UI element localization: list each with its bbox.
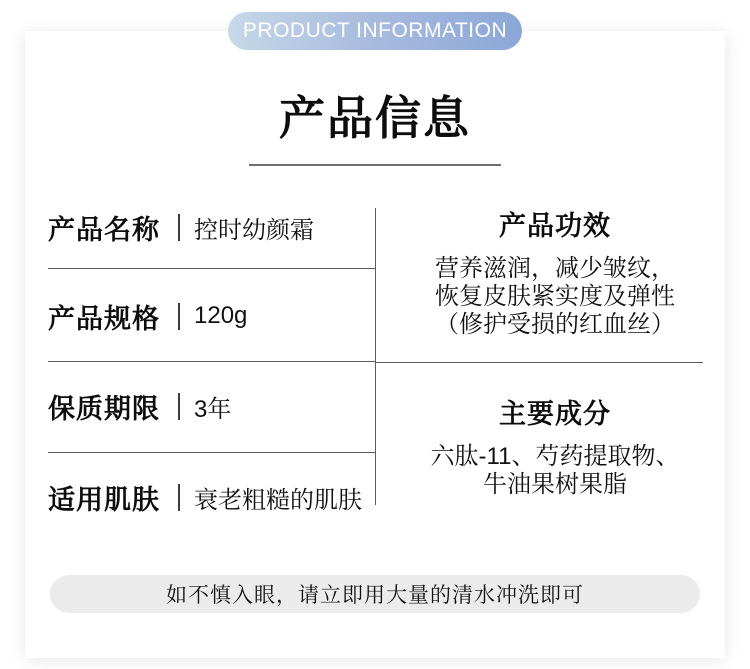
pipe-divider	[178, 303, 180, 330]
efficacy-line: 营养滋润，减少皱纹，	[435, 255, 675, 282]
ingredients-line: 六肽-11、芍药提取物、	[430, 443, 680, 470]
page-title: 产品信息	[279, 92, 471, 144]
pipe-divider	[178, 484, 180, 511]
notice-bar	[50, 575, 700, 613]
efficacy-line: （修护受损的红血丝）	[435, 311, 675, 338]
section-divider	[375, 362, 703, 363]
spec-label: 适用肌肤	[48, 484, 160, 515]
spec-value: 控时幼颜霜	[194, 216, 314, 244]
row-separator	[48, 361, 375, 362]
spec-label: 产品名称	[48, 214, 160, 245]
product-information-badge	[228, 12, 522, 50]
spec-label: 产品规格	[48, 303, 160, 334]
spec-row-suitable-skin	[48, 479, 375, 515]
spec-row-product-name	[48, 209, 375, 245]
pipe-divider	[178, 214, 180, 241]
pipe-divider	[178, 393, 180, 420]
efficacy-heading: 产品功效	[499, 211, 611, 241]
efficacy-line: 恢复皮肤紧实度及弹性	[435, 283, 675, 310]
notice-text: 如不慎入眼，请立即用大量的清水冲洗即可	[166, 584, 584, 607]
badge-label: PRODUCT INFORMATION	[242, 19, 508, 42]
row-separator	[48, 268, 375, 269]
spec-label: 保质期限	[48, 393, 160, 424]
spec-value: 3年	[194, 395, 232, 423]
spec-row-shelf-life	[48, 388, 375, 424]
ingredients-line: 牛油果树果脂	[483, 471, 627, 498]
spec-row-product-spec	[48, 298, 375, 334]
row-separator	[48, 452, 375, 453]
ingredients-heading: 主要成分	[499, 399, 611, 429]
spec-value: 120g	[194, 302, 248, 329]
right-column	[375, 0, 735, 669]
spec-value: 衰老粗糙的肌肤	[194, 486, 362, 514]
